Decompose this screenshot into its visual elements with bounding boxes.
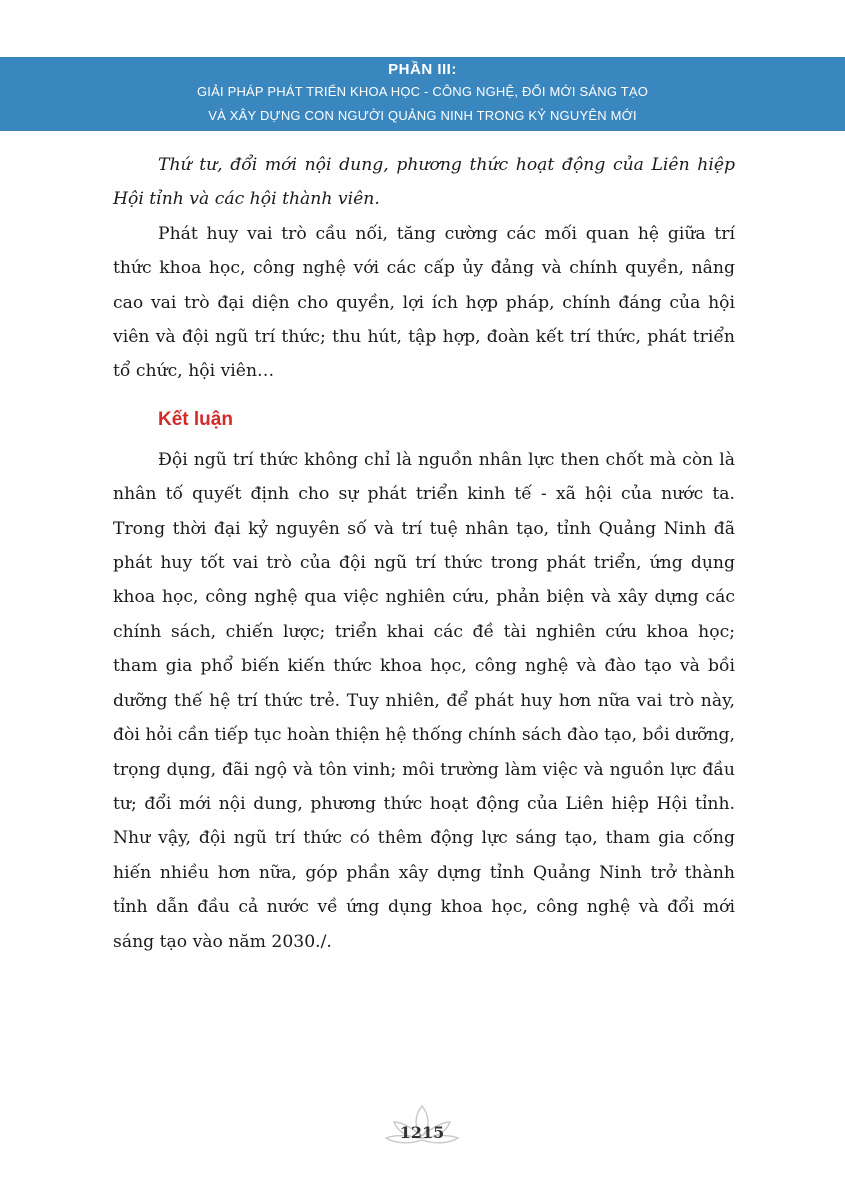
part-subtitle-line-1: GIẢI PHÁP PHÁT TRIỂN KHOA HỌC - CÔNG NGHỆ, ĐỔI MỚI SÁNG TẠO [196,84,649,99]
paragraph-bridge-role: Phát huy vai trò cầu nối, tăng cường các mối quan hệ giữa trí thức khoa học, công nghệ với các cấp ủy đảng và chính quyền, nâng cao vai trò đại diện cho quyền, lợi ích hợp pháp, chính đáng của hội viên và đội ngũ trí thức; thu hút, tập hợp, đoàn kết trí thức, phát triển tổ chức, hội viên… [113,223,735,382]
section-heading-conclusion: Kết luận [158,408,233,430]
page-footer [372,1100,472,1160]
paragraph-fourth-point: Thứ tư, đổi mới nội dung, phương thức hoạt động của Liên hiệp Hội tỉnh và các hội thành viên. [113,155,735,210]
part-subtitle-line-2: VÀ XÂY DỰNG CON NGƯỜI QUẢNG NINH TRONG KỶ NGUYÊN MỚI [208,108,637,123]
page-body [113,148,735,959]
page-header-banner [0,57,845,131]
paragraph-conclusion: Đội ngũ trí thức không chỉ là nguồn nhân lực then chốt mà còn là nhân tố quyết định cho sự phát triển kinh tế - xã hội của nước ta. Trong thời đại kỷ nguyên số và trí tuệ nhân tạo, tỉnh Quảng Ninh đã phát huy tốt vai trò của đội ngũ trí thức trong phát triển, ứng dụng khoa học, công nghệ qua việc nghiên cứu, phản biện và xây dựng các chính sách, chiến lược; triển khai các đề tài nghiên cứu khoa học; tham gia phổ biến kiến thức khoa học, công nghệ và đào tạo và bồi dưỡng thế hệ trí thức trẻ. Tuy nhiên, để phát huy hơn nữa vai trò này, đòi hỏi cần tiếp tục hoàn thiện hệ thống chính sách đào tạo, bồi dưỡng, trọng dụng, đãi ngộ và tôn vinh; môi trường làm việc và nguồn lực đầu tư; đổi mới nội dung, phương thức hoạt động của Liên hiệp Hội tỉnh. Như vậy, đội ngũ trí thức có thêm động lực sáng tạo, tham gia cống hiến nhiều hơn nữa, góp phần xây dựng tỉnh Quảng Ninh trở thành tỉnh dẫn đầu cả nước về ứng dụng khoa học, công nghệ và đổi mới sáng tạo vào năm 2030./. [113,449,735,952]
page-number: 1215 [399,1123,445,1142]
part-title: PHẦN III: [388,61,457,78]
